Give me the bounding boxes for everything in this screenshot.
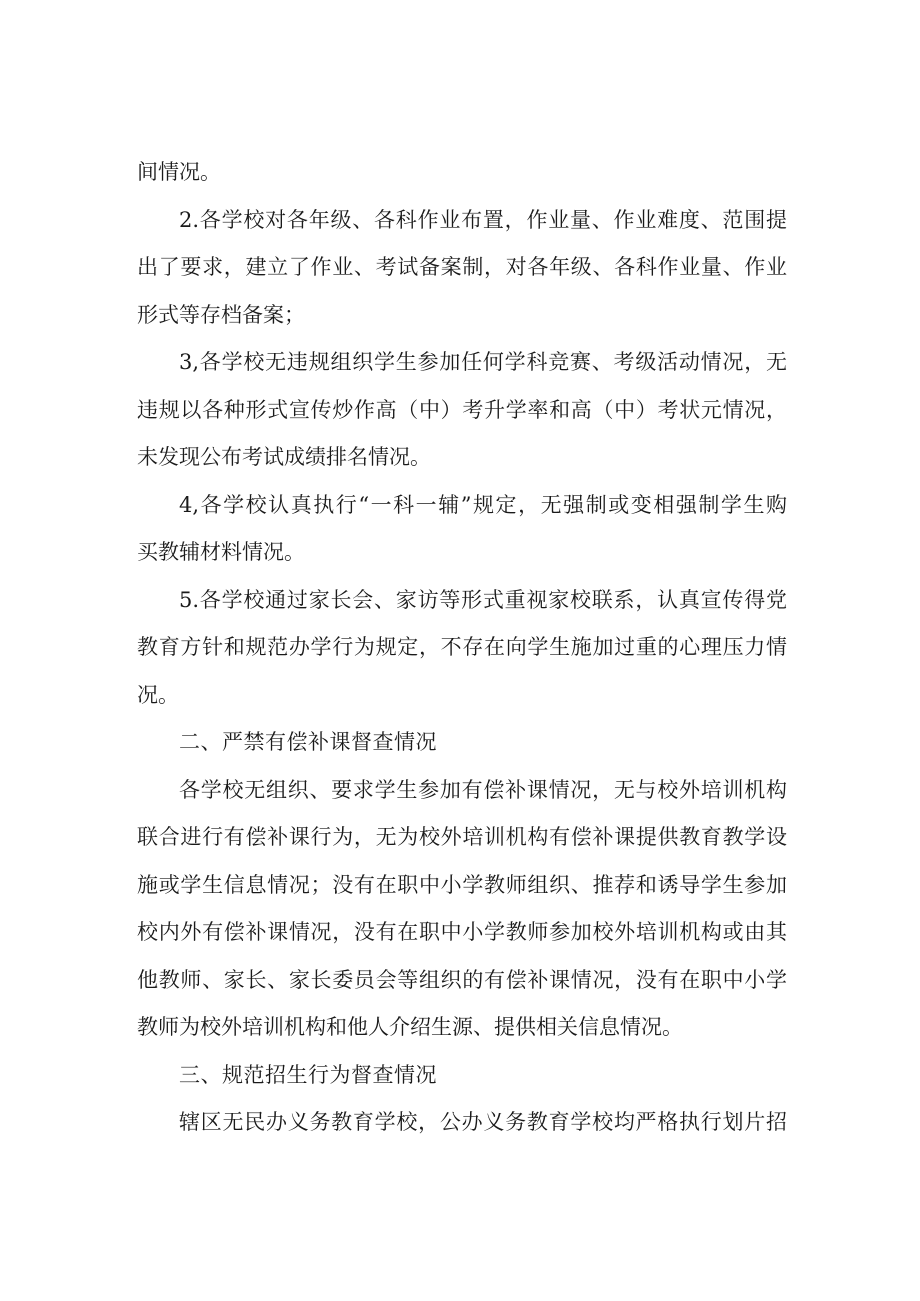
text-line: 教师为校外培训机构和他人介绍生源、提供相关信息情况。: [137, 1015, 683, 1039]
document-body: [137, 152, 787, 1150]
text-line: 他教师、家长、家长委员会等组织的有偿补课情况，没有在职中小学: [137, 967, 787, 992]
text-line: 违规以各种形式宣传炒作高（中）考升学率和高（中）考状元情况，: [137, 397, 787, 422]
paragraph-item-2-line: 2.各学校对各年级、各科作业布置，作业量、作业难度、范围提: [179, 207, 787, 232]
text-line: 教育方针和规范办学行为规定，不存在向学生施加过重的心理压力情: [137, 635, 787, 659]
text-line: 买教辅材料情况。: [137, 540, 305, 564]
section-heading-3: 三、规范招生行为督查情况: [179, 1062, 437, 1087]
text-line: 形式等存档备案；: [137, 302, 305, 327]
text-line: 施或学生信息情况；没有在职中小学教师组织、推荐和诱导学生参加: [137, 872, 787, 897]
paragraph-item-5-line: 5.各学校通过家长会、家访等形式重视家校联系，认真宣传得党: [179, 587, 787, 612]
paragraph-line: 各学校无组织、要求学生参加有偿补课情况，无与校外培训机构: [179, 777, 787, 802]
text-line: 未发现公布考试成绩排名情况。: [137, 445, 431, 469]
text-line: 况。: [137, 682, 179, 707]
text-line: 校内外有偿补课情况，没有在职中小学教师参加校外培训机构或由其: [137, 920, 787, 944]
paragraph-item-4-line: 4,各学校认真执行“一科一辅”规定，无强制或变相强制学生购: [179, 492, 787, 517]
text-line: 联合进行有偿补课行为，无为校外培训机构有偿补课提供教育教学设: [137, 825, 787, 849]
text-line: 出了要求，建立了作业、考试备案制，对各年级、各科作业量、作业: [137, 255, 787, 279]
paragraph-line: 辖区无民办义务教育学校，公办义务教育学校均严格执行划片招: [179, 1110, 787, 1134]
text-line: 间情况。: [137, 160, 221, 184]
paragraph-item-3-line: 3,各学校无违规组织学生参加任何学科竞赛、考级活动情况，无: [179, 350, 787, 374]
section-heading-2: 二、严禁有偿补课督查情况: [179, 730, 437, 754]
